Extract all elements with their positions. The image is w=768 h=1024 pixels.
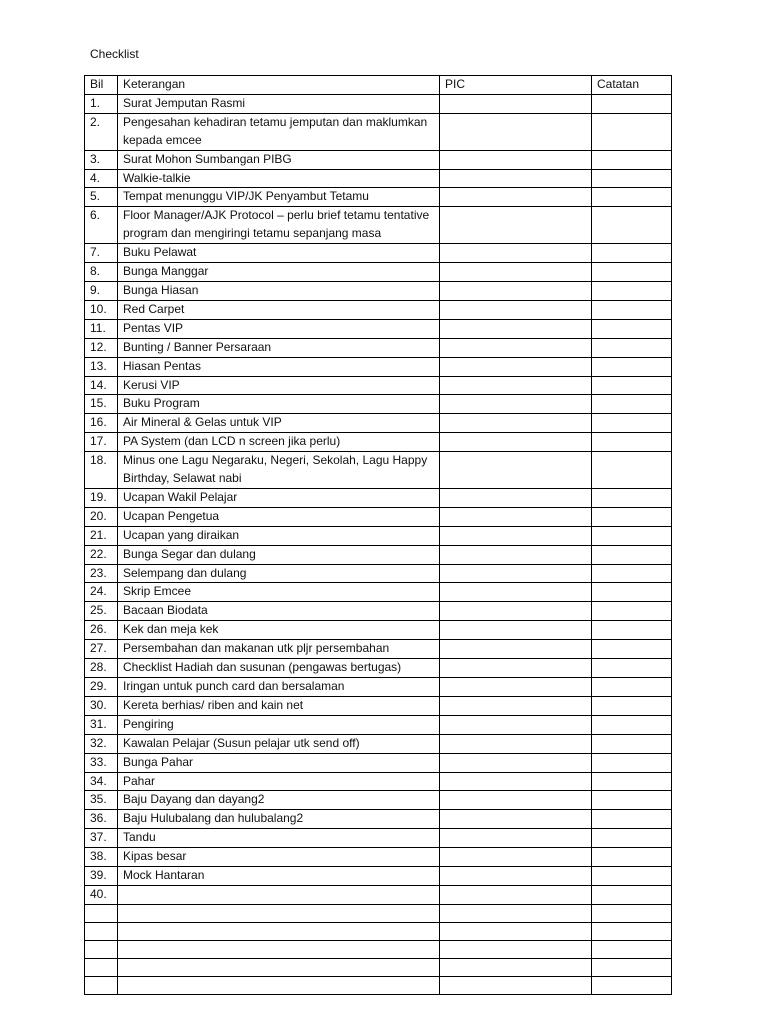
cell-pic <box>440 791 592 810</box>
cell-keterangan: Bunga Pahar <box>118 753 440 772</box>
cell-keterangan: Minus one Lagu Negaraku, Negeri, Sekolah, Lagu Happy Birthday, Selawat nabi <box>118 452 440 489</box>
table-row <box>85 621 672 640</box>
cell-catatan <box>592 113 672 150</box>
cell-keterangan: Skrip Emcee <box>118 583 440 602</box>
table-row <box>85 94 672 113</box>
cell-pic <box>440 958 592 976</box>
cell-catatan <box>592 715 672 734</box>
cell-bil: 14. <box>85 376 118 395</box>
cell-catatan <box>592 281 672 300</box>
cell-pic <box>440 885 592 904</box>
cell-keterangan <box>118 904 440 922</box>
cell-bil: 6. <box>85 207 118 244</box>
cell-catatan <box>592 488 672 507</box>
cell-pic <box>440 150 592 169</box>
cell-pic <box>440 829 592 848</box>
cell-bil: 20. <box>85 507 118 526</box>
table-row <box>85 829 672 848</box>
cell-catatan <box>592 885 672 904</box>
cell-keterangan: Mock Hantaran <box>118 867 440 886</box>
cell-catatan <box>592 207 672 244</box>
table-row <box>85 564 672 583</box>
cell-pic <box>440 94 592 113</box>
cell-catatan <box>592 414 672 433</box>
cell-bil: 27. <box>85 640 118 659</box>
cell-pic <box>440 659 592 678</box>
cell-catatan <box>592 433 672 452</box>
table-row <box>85 300 672 319</box>
cell-pic <box>440 810 592 829</box>
cell-pic <box>440 338 592 357</box>
cell-bil: 33. <box>85 753 118 772</box>
cell-pic <box>440 169 592 188</box>
table-row <box>85 414 672 433</box>
table-row <box>85 791 672 810</box>
cell-keterangan: Bunga Segar dan dulang <box>118 545 440 564</box>
cell-catatan <box>592 545 672 564</box>
cell-keterangan: Buku Pelawat <box>118 244 440 263</box>
cell-catatan <box>592 810 672 829</box>
table-row <box>85 848 672 867</box>
cell-bil: 10. <box>85 300 118 319</box>
cell-pic <box>440 940 592 958</box>
cell-pic <box>440 319 592 338</box>
cell-catatan <box>592 922 672 940</box>
cell-catatan <box>592 678 672 697</box>
cell-pic <box>440 300 592 319</box>
cell-catatan <box>592 319 672 338</box>
cell-keterangan: Surat Jemputan Rasmi <box>118 94 440 113</box>
cell-keterangan <box>118 922 440 940</box>
table-row <box>85 640 672 659</box>
cell-bil: 21. <box>85 526 118 545</box>
cell-catatan <box>592 300 672 319</box>
table-row <box>85 678 672 697</box>
page-title: Checklist <box>90 47 139 61</box>
table-row <box>85 433 672 452</box>
cell-pic <box>440 376 592 395</box>
cell-catatan <box>592 150 672 169</box>
cell-catatan <box>592 621 672 640</box>
cell-keterangan <box>118 940 440 958</box>
table-row <box>85 338 672 357</box>
cell-pic <box>440 715 592 734</box>
cell-catatan <box>592 696 672 715</box>
cell-keterangan: Walkie-talkie <box>118 169 440 188</box>
cell-bil: 15. <box>85 395 118 414</box>
cell-pic <box>440 976 592 994</box>
cell-pic <box>440 207 592 244</box>
cell-pic <box>440 395 592 414</box>
cell-keterangan: Baju Dayang dan dayang2 <box>118 791 440 810</box>
table-row <box>85 169 672 188</box>
cell-pic <box>440 848 592 867</box>
cell-bil: 34. <box>85 772 118 791</box>
cell-keterangan: Kipas besar <box>118 848 440 867</box>
cell-catatan <box>592 791 672 810</box>
cell-pic <box>440 734 592 753</box>
cell-bil: 26. <box>85 621 118 640</box>
cell-catatan <box>592 772 672 791</box>
cell-pic <box>440 904 592 922</box>
cell-bil <box>85 940 118 958</box>
cell-bil: 11. <box>85 319 118 338</box>
cell-keterangan: Ucapan yang diraikan <box>118 526 440 545</box>
cell-bil: 22. <box>85 545 118 564</box>
cell-pic <box>440 583 592 602</box>
cell-keterangan: Bunga Hiasan <box>118 281 440 300</box>
cell-catatan <box>592 640 672 659</box>
cell-keterangan: Surat Mohon Sumbangan PIBG <box>118 150 440 169</box>
cell-keterangan: Ucapan Wakil Pelajar <box>118 488 440 507</box>
table-row <box>85 319 672 338</box>
header-catatan: Catatan <box>592 76 672 95</box>
cell-pic <box>440 357 592 376</box>
cell-catatan <box>592 376 672 395</box>
table-row <box>85 885 672 904</box>
table-row <box>85 545 672 564</box>
cell-bil: 8. <box>85 263 118 282</box>
table-row <box>85 488 672 507</box>
table-row <box>85 696 672 715</box>
cell-pic <box>440 507 592 526</box>
cell-pic <box>440 564 592 583</box>
cell-catatan <box>592 188 672 207</box>
table-row <box>85 867 672 886</box>
cell-catatan <box>592 734 672 753</box>
cell-pic <box>440 263 592 282</box>
cell-bil: 17. <box>85 433 118 452</box>
table-row <box>85 922 672 940</box>
cell-keterangan: Bunting / Banner Persaraan <box>118 338 440 357</box>
cell-pic <box>440 621 592 640</box>
cell-keterangan <box>118 976 440 994</box>
table-row <box>85 715 672 734</box>
cell-catatan <box>592 564 672 583</box>
cell-bil: 2. <box>85 113 118 150</box>
table-row <box>85 958 672 976</box>
cell-catatan <box>592 357 672 376</box>
cell-keterangan: Red Carpet <box>118 300 440 319</box>
cell-bil: 19. <box>85 488 118 507</box>
table-header-row <box>85 76 672 95</box>
cell-keterangan: PA System (dan LCD n screen jika perlu) <box>118 433 440 452</box>
cell-keterangan: Iringan untuk punch card dan bersalaman <box>118 678 440 697</box>
table-row <box>85 526 672 545</box>
table-row <box>85 281 672 300</box>
cell-catatan <box>592 940 672 958</box>
cell-keterangan: Bacaan Biodata <box>118 602 440 621</box>
cell-bil: 36. <box>85 810 118 829</box>
cell-keterangan <box>118 885 440 904</box>
table-row <box>85 772 672 791</box>
table-row <box>85 452 672 489</box>
cell-catatan <box>592 244 672 263</box>
table-row <box>85 207 672 244</box>
cell-catatan <box>592 829 672 848</box>
cell-bil <box>85 976 118 994</box>
cell-bil: 30. <box>85 696 118 715</box>
cell-keterangan: Kek dan meja kek <box>118 621 440 640</box>
cell-bil: 38. <box>85 848 118 867</box>
cell-bil: 31. <box>85 715 118 734</box>
cell-pic <box>440 526 592 545</box>
cell-keterangan: Kereta berhias/ riben and kain net <box>118 696 440 715</box>
cell-keterangan: Checklist Hadiah dan susunan (pengawas bertugas) <box>118 659 440 678</box>
cell-pic <box>440 678 592 697</box>
cell-keterangan: Bunga Manggar <box>118 263 440 282</box>
cell-pic <box>440 602 592 621</box>
table-row <box>85 263 672 282</box>
table-row <box>85 976 672 994</box>
cell-catatan <box>592 583 672 602</box>
table-row <box>85 376 672 395</box>
cell-bil: 37. <box>85 829 118 848</box>
cell-bil: 7. <box>85 244 118 263</box>
cell-pic <box>440 433 592 452</box>
cell-pic <box>440 488 592 507</box>
cell-keterangan: Pahar <box>118 772 440 791</box>
cell-pic <box>440 452 592 489</box>
table-row <box>85 810 672 829</box>
cell-catatan <box>592 395 672 414</box>
table-row <box>85 244 672 263</box>
table-row <box>85 602 672 621</box>
cell-catatan <box>592 659 672 678</box>
cell-catatan <box>592 338 672 357</box>
table-row <box>85 753 672 772</box>
cell-keterangan: Tandu <box>118 829 440 848</box>
cell-catatan <box>592 848 672 867</box>
cell-catatan <box>592 958 672 976</box>
cell-bil: 24. <box>85 583 118 602</box>
cell-bil: 18. <box>85 452 118 489</box>
cell-keterangan: Persembahan dan makanan utk pljr persembahan <box>118 640 440 659</box>
cell-keterangan: Hiasan Pentas <box>118 357 440 376</box>
table-row <box>85 904 672 922</box>
table-row <box>85 113 672 150</box>
cell-catatan <box>592 169 672 188</box>
cell-pic <box>440 188 592 207</box>
cell-pic <box>440 696 592 715</box>
table-row <box>85 734 672 753</box>
checklist-rows <box>85 94 672 994</box>
cell-catatan <box>592 507 672 526</box>
checklist-table <box>84 75 672 995</box>
cell-pic <box>440 867 592 886</box>
table-row <box>85 188 672 207</box>
cell-pic <box>440 545 592 564</box>
cell-keterangan: Tempat menunggu VIP/JK Penyambut Tetamu <box>118 188 440 207</box>
cell-keterangan: Pengesahan kehadiran tetamu jemputan dan maklumkan kepada emcee <box>118 113 440 150</box>
table-row <box>85 940 672 958</box>
cell-catatan <box>592 602 672 621</box>
cell-keterangan: Baju Hulubalang dan hulubalang2 <box>118 810 440 829</box>
cell-bil <box>85 922 118 940</box>
cell-bil <box>85 904 118 922</box>
cell-bil: 29. <box>85 678 118 697</box>
header-bil: Bil <box>85 76 118 95</box>
cell-bil: 28. <box>85 659 118 678</box>
cell-pic <box>440 244 592 263</box>
cell-keterangan: Air Mineral & Gelas untuk VIP <box>118 414 440 433</box>
cell-bil: 3. <box>85 150 118 169</box>
cell-bil: 5. <box>85 188 118 207</box>
cell-bil: 1. <box>85 94 118 113</box>
cell-bil: 4. <box>85 169 118 188</box>
cell-pic <box>440 922 592 940</box>
cell-keterangan <box>118 958 440 976</box>
cell-pic <box>440 640 592 659</box>
cell-pic <box>440 113 592 150</box>
cell-catatan <box>592 452 672 489</box>
header-pic: PIC <box>440 76 592 95</box>
cell-catatan <box>592 94 672 113</box>
cell-bil: 35. <box>85 791 118 810</box>
cell-bil: 13. <box>85 357 118 376</box>
cell-catatan <box>592 263 672 282</box>
table-row <box>85 583 672 602</box>
cell-bil: 32. <box>85 734 118 753</box>
cell-bil <box>85 958 118 976</box>
cell-catatan <box>592 867 672 886</box>
cell-keterangan: Pengiring <box>118 715 440 734</box>
cell-pic <box>440 772 592 791</box>
cell-bil: 12. <box>85 338 118 357</box>
cell-keterangan: Floor Manager/AJK Protocol – perlu brief tetamu tentative program dan mengiringi tetamu sepanjang masa <box>118 207 440 244</box>
cell-bil: 23. <box>85 564 118 583</box>
header-keterangan: Keterangan <box>118 76 440 95</box>
cell-bil: 25. <box>85 602 118 621</box>
cell-pic <box>440 753 592 772</box>
cell-pic <box>440 414 592 433</box>
cell-catatan <box>592 526 672 545</box>
table-row <box>85 150 672 169</box>
table-row <box>85 395 672 414</box>
table-row <box>85 357 672 376</box>
cell-bil: 9. <box>85 281 118 300</box>
cell-catatan <box>592 753 672 772</box>
cell-keterangan: Selempang dan dulang <box>118 564 440 583</box>
cell-pic <box>440 281 592 300</box>
cell-bil: 39. <box>85 867 118 886</box>
cell-bil: 40. <box>85 885 118 904</box>
cell-bil: 16. <box>85 414 118 433</box>
cell-catatan <box>592 976 672 994</box>
cell-keterangan: Kerusi VIP <box>118 376 440 395</box>
cell-keterangan: Buku Program <box>118 395 440 414</box>
cell-catatan <box>592 904 672 922</box>
cell-keterangan: Kawalan Pelajar (Susun pelajar utk send off) <box>118 734 440 753</box>
table-row <box>85 507 672 526</box>
table-row <box>85 659 672 678</box>
cell-keterangan: Ucapan Pengetua <box>118 507 440 526</box>
cell-keterangan: Pentas VIP <box>118 319 440 338</box>
